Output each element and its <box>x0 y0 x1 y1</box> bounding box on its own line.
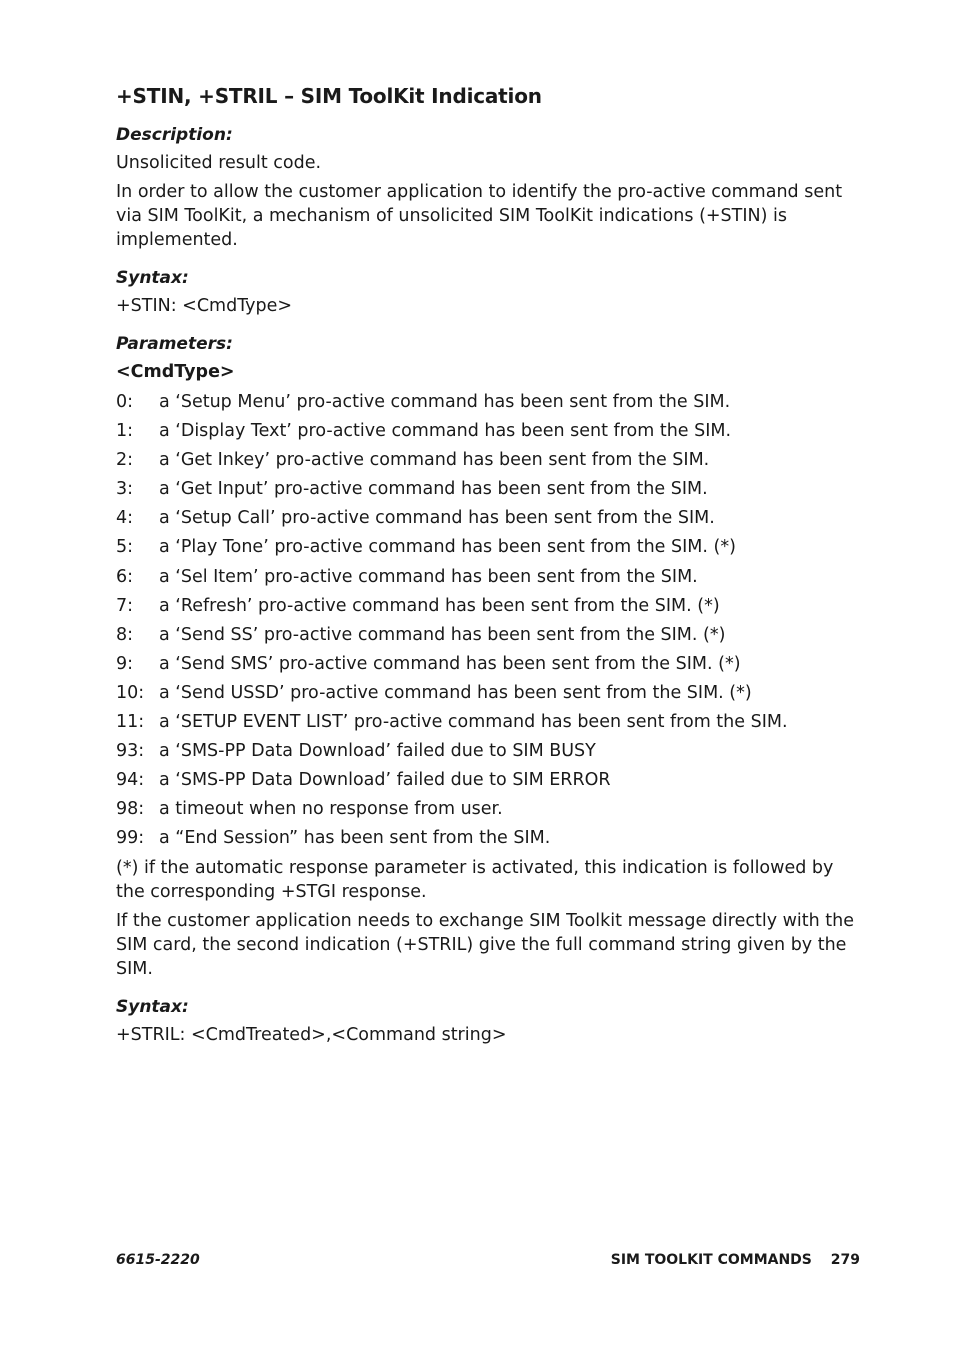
page-footer <box>116 1250 860 1270</box>
item-text: a ‘SMS-PP Data Download’ failed due to SIM ERROR <box>159 770 611 791</box>
syntax-heading-stin: Syntax: <box>116 268 189 288</box>
document-id: 6615-2220 <box>116 1252 200 1268</box>
list-item <box>116 826 861 850</box>
footnote: (*) if the automatic response parameter is activated, this indication is followed by the corresponding +STGI response. <box>116 857 834 902</box>
list-item <box>116 623 861 647</box>
parameter-name: <CmdType> <box>116 362 235 382</box>
item-text: a ‘Play Tone’ pro-active command has been sent from the SIM. (*) <box>159 537 736 558</box>
description-heading: Description: <box>116 125 233 145</box>
list-item <box>116 535 861 559</box>
item-text: a ‘Display Text’ pro-active command has been sent from the SIM. <box>159 421 732 442</box>
list-item <box>116 448 861 472</box>
item-code: 8: <box>116 624 134 645</box>
footer-right <box>611 1250 860 1270</box>
item-text: a ‘Get Input’ pro-active command has been sent from the SIM. <box>159 479 708 500</box>
item-text: a ‘Get Inkey’ pro-active command has been sent from the SIM. <box>159 450 710 471</box>
item-text: a ‘Send USSD’ pro-active command has been sent from the SIM. (*) <box>159 682 752 703</box>
list-item <box>116 390 861 414</box>
item-code: 94: <box>116 770 145 791</box>
stril-intro: If the customer application needs to exchange SIM Toolkit message directly with the SIM card, the second indication (+STRIL) give the full command string given by the SIM. <box>116 910 855 979</box>
item-code: 7: <box>116 595 134 616</box>
item-code: 98: <box>116 799 145 820</box>
page-title: +STIN, +STRIL – SIM ToolKit Indication <box>116 84 542 108</box>
item-code: 93: <box>116 741 145 762</box>
item-text: a “End Session” has been sent from the SIM. <box>159 828 551 849</box>
item-code: 4: <box>116 508 134 529</box>
syntax-heading-stril: Syntax: <box>116 996 189 1017</box>
list-item <box>116 681 861 705</box>
description-line-1: Unsolicited result code. <box>116 153 322 173</box>
page-number: 279 <box>830 1252 860 1268</box>
item-code: 10: <box>116 682 145 703</box>
item-code: 3: <box>116 479 134 500</box>
item-code: 0: <box>116 392 134 412</box>
item-text: a timeout when no response from user. <box>159 799 503 820</box>
item-code: 11: <box>116 712 145 733</box>
list-item <box>116 739 861 763</box>
page-content <box>116 82 861 1052</box>
list-item <box>116 565 861 589</box>
item-code: 6: <box>116 566 134 587</box>
item-code: 99: <box>116 828 145 849</box>
syntax-stril: +STRIL: <CmdTreated>,<Command string> <box>116 1024 507 1045</box>
item-code: 2: <box>116 450 134 471</box>
item-code: 1: <box>116 421 134 442</box>
list-item <box>116 797 861 821</box>
item-text: a ‘SETUP EVENT LIST’ pro-active command has been sent from the SIM. <box>159 712 788 733</box>
list-item <box>116 477 861 501</box>
list-item <box>116 506 861 530</box>
item-text: a ‘Send SMS’ pro-active command has been sent from the SIM. (*) <box>159 653 741 674</box>
list-item <box>116 594 861 618</box>
item-text: a ‘Send SS’ pro-active command has been sent from the SIM. (*) <box>159 624 726 645</box>
cmdtype-list <box>116 390 861 850</box>
list-item <box>116 652 861 676</box>
section-title: SIM TOOLKIT COMMANDS <box>610 1252 812 1268</box>
list-item <box>116 710 861 734</box>
item-text: a ‘SMS-PP Data Download’ failed due to SIM BUSY <box>159 741 596 762</box>
item-code: 9: <box>116 653 134 674</box>
item-text: a ‘Setup Menu’ pro-active command has been sent from the SIM. <box>159 392 731 412</box>
item-text: a ‘Refresh’ pro-active command has been sent from the SIM. (*) <box>159 595 720 616</box>
item-text: a ‘Setup Call’ pro-active command has been sent from the SIM. <box>159 508 715 529</box>
parameters-heading: Parameters: <box>116 334 233 354</box>
syntax-stin: +STIN: <CmdType> <box>116 296 293 316</box>
item-code: 5: <box>116 537 134 558</box>
list-item <box>116 768 861 792</box>
item-text: a ‘Sel Item’ pro-active command has been sent from the SIM. <box>159 566 698 587</box>
description-line-2: In order to allow the customer application to identify the pro-active command sent via SIM ToolKit, a mechanism of unsolicited SIM ToolKit indications (+STIN) is implemented. <box>116 182 843 250</box>
list-item <box>116 419 861 443</box>
